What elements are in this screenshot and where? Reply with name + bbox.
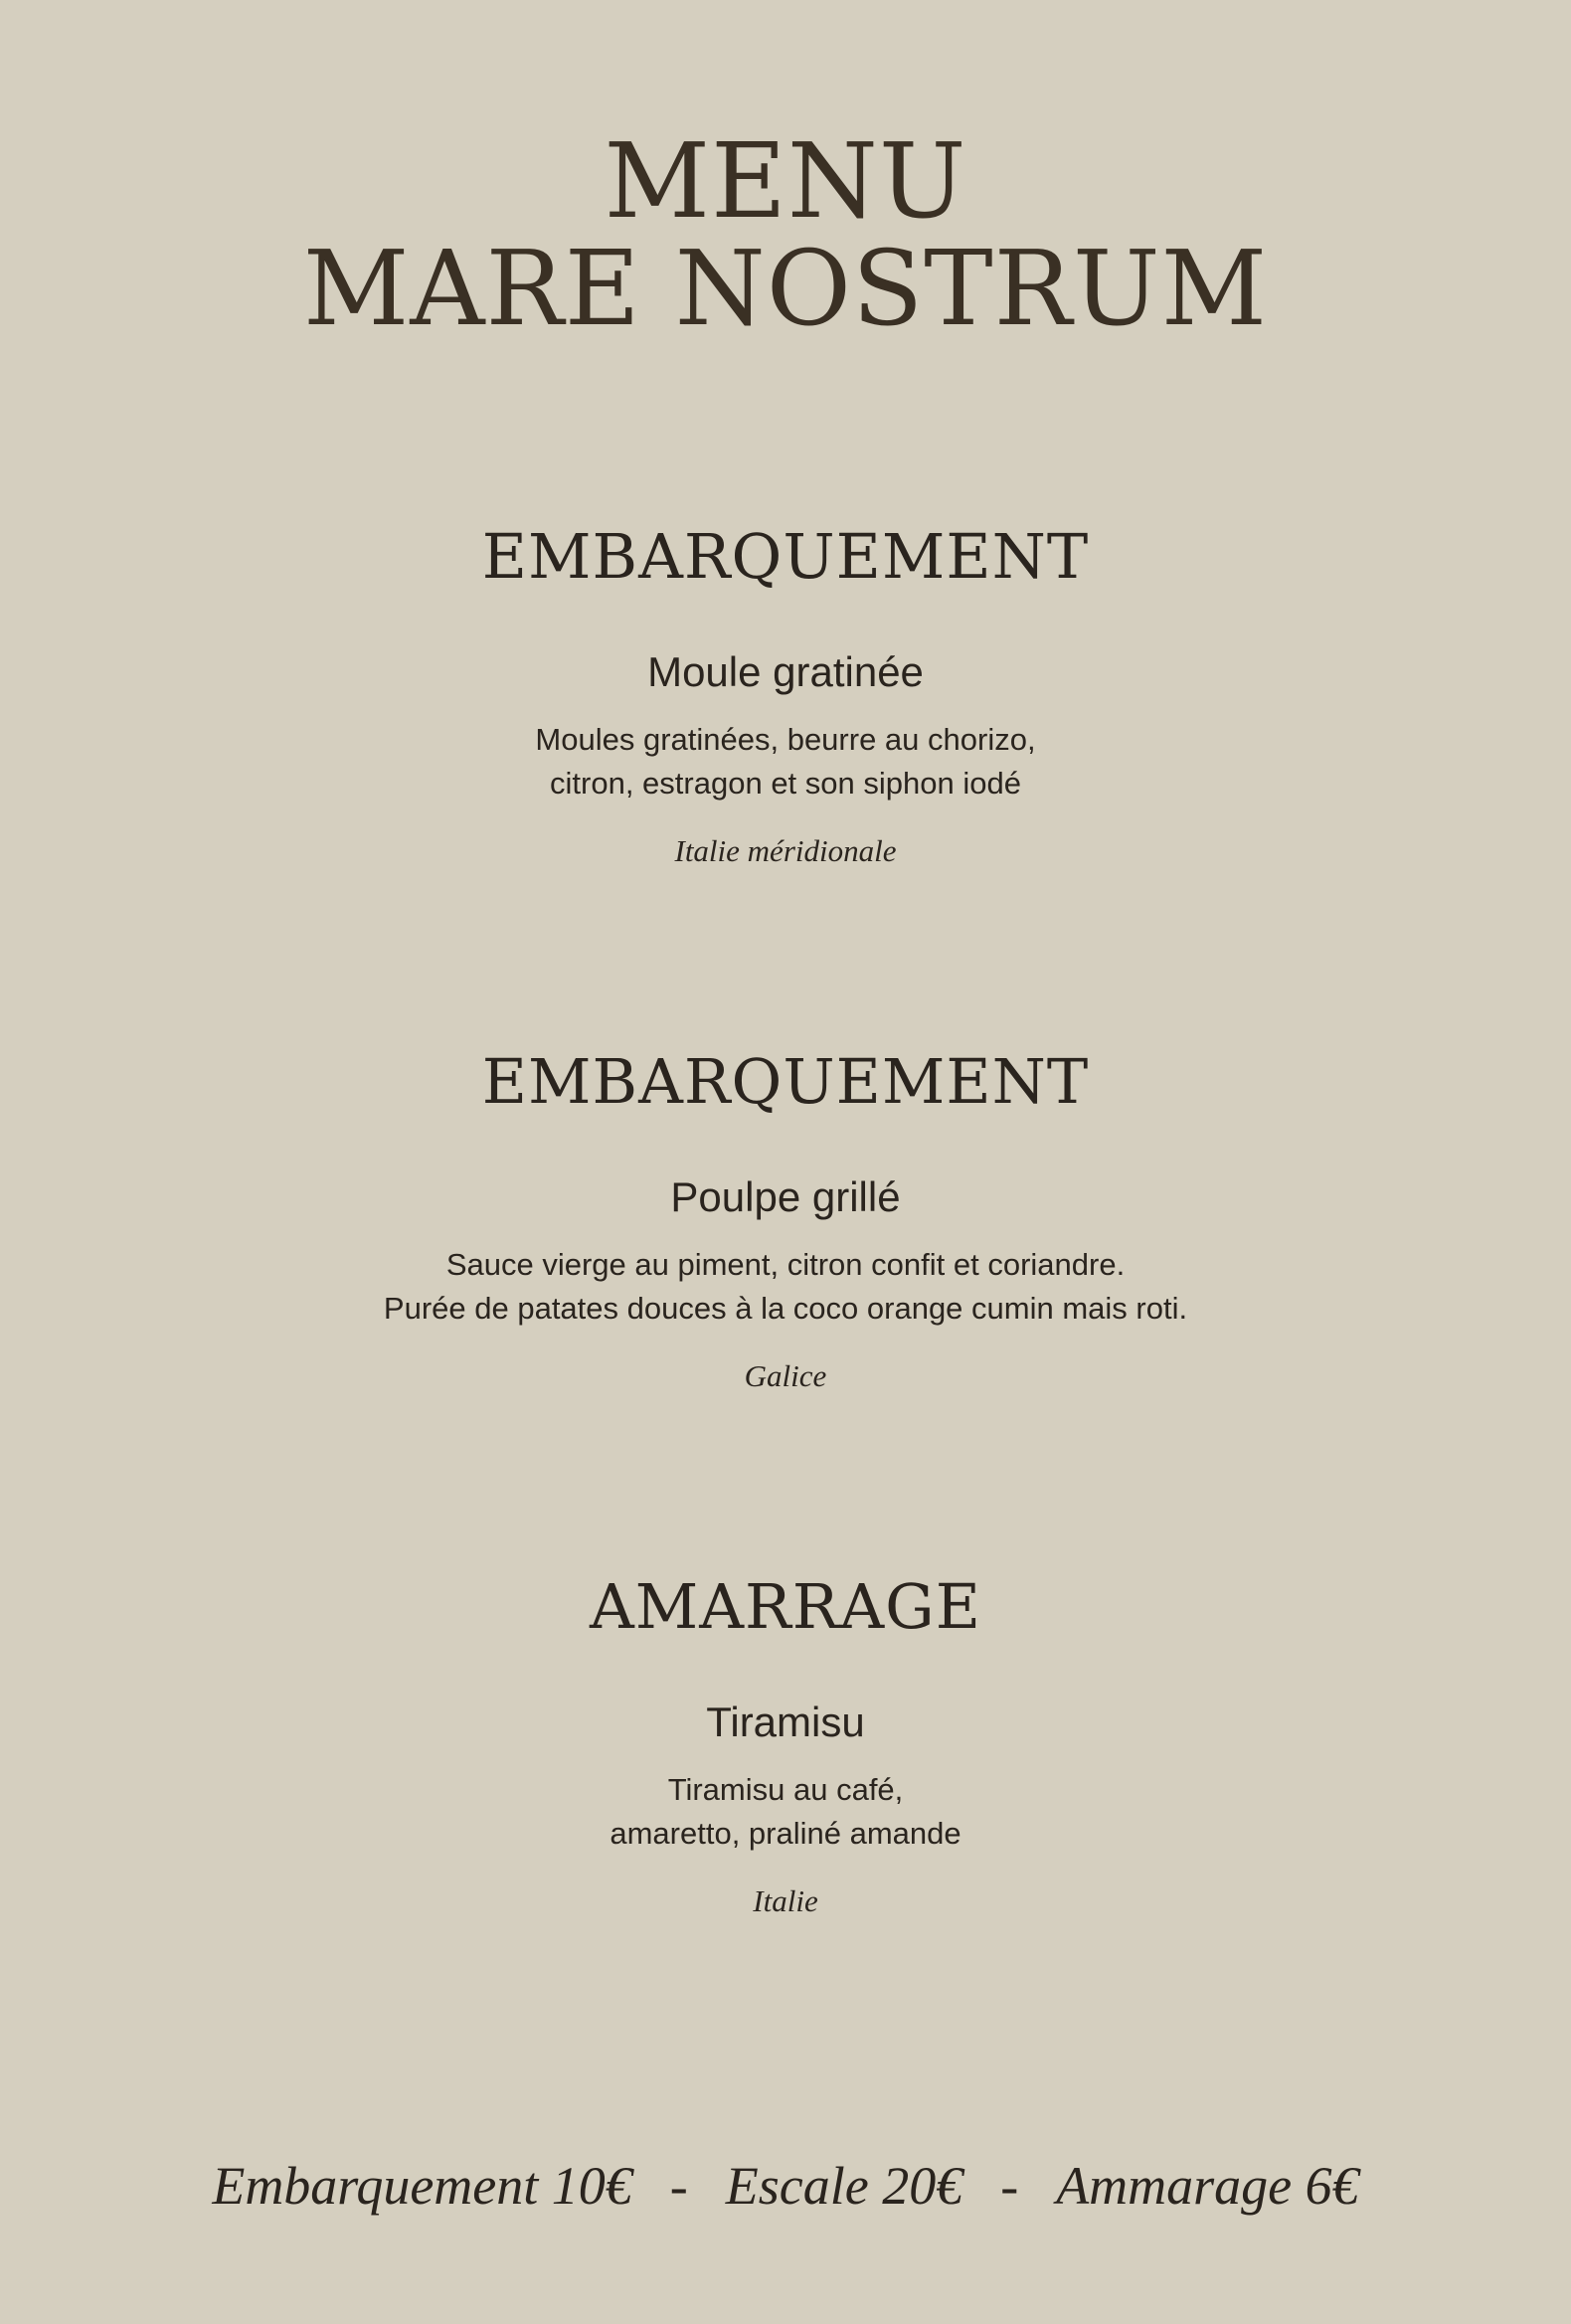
menu-section-main	[0, 1046, 1571, 1396]
price-separator: -	[1000, 2156, 1019, 2216]
dish-origin: Italie	[753, 1883, 818, 1918]
dish-origin: Galice	[744, 1358, 827, 1393]
menu-title-line-1: MENU	[604, 120, 967, 242]
dish-description	[0, 718, 1571, 805]
dish-origin: Italie méridionale	[674, 833, 897, 868]
section-heading: EMBARQUEMENT	[481, 520, 1090, 593]
section-heading: AMARRAGE	[590, 1570, 981, 1643]
price-escale: Escale 20€	[725, 2156, 963, 2216]
price-separator: -	[669, 2156, 688, 2216]
price-embarquement: Embarquement 10€	[212, 2156, 632, 2216]
dish-description-line: Moules gratinées, beurre au chorizo,	[535, 722, 1036, 757]
dish-description	[0, 1768, 1571, 1856]
dish-name: Tiramisu	[706, 1698, 865, 1745]
dish-description-line: Tiramisu au café,	[667, 1772, 904, 1807]
menu-section-starter	[0, 521, 1571, 871]
dish-description	[0, 1243, 1571, 1331]
dish-name: Poulpe grillé	[670, 1173, 901, 1220]
section-heading: EMBARQUEMENT	[481, 1045, 1090, 1118]
dish-description-line: Purée de patates douces à la coco orange cumin mais roti.	[383, 1291, 1188, 1326]
dish-description-line: Sauce vierge au piment, citron confit et coriandre.	[445, 1247, 1126, 1282]
dish-description-line: citron, estragon et son siphon iodé	[550, 766, 1021, 801]
dish-description-line: amaretto, praliné amande	[610, 1816, 961, 1851]
menu-title-line-2: MARE NOSTRUM	[302, 228, 1269, 349]
price-list	[0, 2154, 1571, 2218]
dish-name: Moule gratinée	[647, 648, 924, 695]
price-ammarage: Ammarage 6€	[1056, 2156, 1359, 2216]
menu-section-dessert	[0, 1571, 1571, 1921]
